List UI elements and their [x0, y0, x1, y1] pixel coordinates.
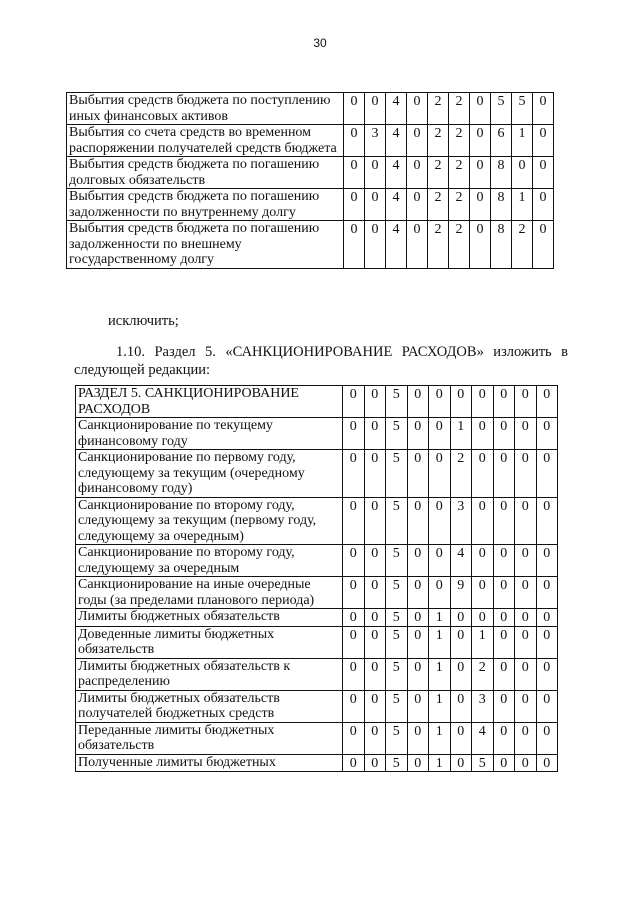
code-digit: 1 [450, 418, 472, 450]
code-digit: 0 [450, 722, 472, 754]
code-digit: 0 [407, 450, 429, 498]
table-row [76, 450, 558, 498]
code-digit: 0 [536, 626, 558, 658]
code-digit: 2 [450, 450, 472, 498]
code-digit: 0 [364, 577, 386, 609]
code-digit: 5 [386, 418, 408, 450]
code-digit: 0 [407, 722, 429, 754]
code-digit: 0 [407, 626, 429, 658]
code-digit: 0 [343, 386, 365, 418]
row-label: Лимиты бюджетных обязательств [76, 609, 343, 627]
code-digit: 0 [407, 157, 428, 189]
code-digit: 0 [493, 497, 515, 545]
code-digit: 0 [429, 545, 451, 577]
code-digit: 0 [470, 93, 491, 125]
code-digit: 0 [515, 386, 537, 418]
code-digit: 1 [472, 626, 494, 658]
code-digit: 5 [386, 450, 408, 498]
clause-paragraph [74, 343, 568, 379]
code-digit: 2 [428, 125, 449, 157]
code-digit: 0 [344, 157, 365, 189]
code-digit: 0 [429, 386, 451, 418]
section5-codes-table [75, 385, 558, 772]
code-digit: 0 [364, 690, 386, 722]
row-label: Лимиты бюджетных обязательств к распределению [76, 658, 343, 690]
code-digit: 0 [536, 386, 558, 418]
code-digit: 3 [472, 690, 494, 722]
code-digit: 0 [493, 418, 515, 450]
code-digit: 4 [386, 125, 407, 157]
code-digit: 8 [491, 221, 512, 269]
code-digit: 1 [429, 722, 451, 754]
code-digit: 0 [429, 497, 451, 545]
code-digit: 1 [429, 658, 451, 690]
code-digit: 0 [536, 418, 558, 450]
code-digit: 5 [386, 722, 408, 754]
table-row [76, 690, 558, 722]
code-digit: 0 [536, 690, 558, 722]
code-digit: 2 [428, 189, 449, 221]
code-digit: 0 [450, 690, 472, 722]
code-digit: 0 [364, 609, 386, 627]
code-digit: 4 [472, 722, 494, 754]
code-digit: 0 [515, 609, 537, 627]
code-digit: 4 [386, 189, 407, 221]
code-digit: 0 [536, 497, 558, 545]
table-row [76, 386, 558, 418]
code-digit: 2 [428, 157, 449, 189]
code-digit: 5 [386, 386, 408, 418]
code-digit: 0 [472, 418, 494, 450]
row-label: Санкционирование по первому году, следующему за текущим (очередному финансовому году) [76, 450, 343, 498]
code-digit: 0 [472, 609, 494, 627]
page-number: 30 [313, 36, 327, 50]
code-digit: 0 [365, 157, 386, 189]
code-digit: 0 [493, 690, 515, 722]
code-digit: 0 [407, 418, 429, 450]
code-digit: 0 [364, 626, 386, 658]
code-digit: 9 [450, 577, 472, 609]
code-digit: 0 [470, 125, 491, 157]
table-row [67, 189, 554, 221]
code-digit: 0 [493, 626, 515, 658]
code-digit: 1 [429, 626, 451, 658]
code-digit: 0 [515, 626, 537, 658]
account-codes-table-excluded [66, 92, 554, 269]
code-digit: 0 [365, 221, 386, 269]
code-digit: 0 [407, 125, 428, 157]
code-digit: 0 [343, 577, 365, 609]
code-digit: 0 [472, 386, 494, 418]
code-digit: 4 [450, 545, 472, 577]
code-digit: 0 [407, 690, 429, 722]
code-digit: 2 [449, 221, 470, 269]
code-digit: 0 [493, 577, 515, 609]
code-digit: 0 [533, 221, 554, 269]
code-digit: 0 [343, 497, 365, 545]
code-digit: 0 [407, 386, 429, 418]
code-digit: 4 [386, 157, 407, 189]
code-digit: 0 [536, 754, 558, 772]
exclude-instruction: исключить; [108, 313, 179, 329]
code-digit: 0 [515, 754, 537, 772]
row-label: Доведенные лимиты бюджетных обязательств [76, 626, 343, 658]
row-label: Санкционирование по второму году, следующему за очередным [76, 545, 343, 577]
code-digit: 0 [515, 722, 537, 754]
code-digit: 8 [491, 189, 512, 221]
code-digit: 1 [512, 125, 533, 157]
code-digit: 0 [470, 221, 491, 269]
row-label: Выбытия средств бюджета по поступлению иных финансовых активов [67, 93, 344, 125]
table-row [67, 221, 554, 269]
code-digit: 0 [472, 497, 494, 545]
code-digit: 1 [429, 754, 451, 772]
code-digit: 0 [512, 157, 533, 189]
table-row [76, 497, 558, 545]
code-digit: 2 [428, 93, 449, 125]
row-label: Выбытия со счета средств во временном распоряжении получателей средств бюджета [67, 125, 344, 157]
code-digit: 0 [364, 450, 386, 498]
table-row [76, 658, 558, 690]
code-digit: 2 [449, 125, 470, 157]
code-digit: 0 [493, 386, 515, 418]
row-label: РАЗДЕЛ 5. САНКЦИОНИРОВАНИЕ РАСХОДОВ [76, 386, 343, 418]
code-digit: 2 [449, 93, 470, 125]
code-digit: 0 [407, 658, 429, 690]
code-digit: 0 [515, 690, 537, 722]
code-digit: 5 [386, 658, 408, 690]
code-digit: 0 [493, 722, 515, 754]
code-digit: 0 [343, 626, 365, 658]
code-digit: 0 [407, 545, 429, 577]
code-digit: 0 [407, 577, 429, 609]
code-digit: 2 [449, 157, 470, 189]
code-digit: 0 [493, 658, 515, 690]
code-digit: 0 [407, 754, 429, 772]
code-digit: 0 [364, 497, 386, 545]
code-digit: 0 [450, 658, 472, 690]
code-digit: 2 [472, 658, 494, 690]
row-label: Полученные лимиты бюджетных [76, 754, 343, 772]
code-digit: 2 [512, 221, 533, 269]
code-digit: 0 [343, 609, 365, 627]
code-digit: 0 [429, 577, 451, 609]
code-digit: 0 [364, 722, 386, 754]
code-digit: 0 [515, 497, 537, 545]
code-digit: 0 [493, 545, 515, 577]
code-digit: 3 [365, 125, 386, 157]
clause-text: 1.10. Раздел 5. «САНКЦИОНИРОВАНИЕ РАСХОДОВ» изложить в следующей редакции: [74, 344, 568, 378]
code-digit: 0 [343, 545, 365, 577]
table-row [76, 418, 558, 450]
code-digit: 0 [343, 754, 365, 772]
code-digit: 1 [429, 609, 451, 627]
code-digit: 0 [450, 386, 472, 418]
code-digit: 0 [407, 497, 429, 545]
code-digit: 0 [472, 577, 494, 609]
code-digit: 0 [407, 609, 429, 627]
code-digit: 0 [536, 545, 558, 577]
code-digit: 5 [386, 545, 408, 577]
code-digit: 0 [429, 418, 451, 450]
code-digit: 0 [493, 450, 515, 498]
code-digit: 0 [344, 221, 365, 269]
table-row [67, 157, 554, 189]
code-digit: 5 [472, 754, 494, 772]
code-digit: 0 [364, 418, 386, 450]
code-digit: 0 [470, 189, 491, 221]
code-digit: 5 [386, 754, 408, 772]
code-digit: 0 [407, 93, 428, 125]
row-label: Санкционирование на иные очередные годы (за пределами планового периода) [76, 577, 343, 609]
row-label: Санкционирование по текущему финансовому году [76, 418, 343, 450]
code-digit: 5 [386, 626, 408, 658]
code-digit: 0 [536, 577, 558, 609]
code-digit: 0 [343, 658, 365, 690]
code-digit: 0 [472, 450, 494, 498]
code-digit: 0 [344, 189, 365, 221]
code-digit: 5 [386, 577, 408, 609]
code-digit: 0 [533, 93, 554, 125]
code-digit: 0 [533, 157, 554, 189]
row-label: Лимиты бюджетных обязательств получателей бюджетных средств [76, 690, 343, 722]
code-digit: 5 [386, 690, 408, 722]
code-digit: 0 [515, 658, 537, 690]
code-digit: 0 [515, 450, 537, 498]
code-digit: 0 [344, 125, 365, 157]
code-digit: 0 [493, 754, 515, 772]
code-digit: 1 [512, 189, 533, 221]
code-digit: 0 [450, 754, 472, 772]
code-digit: 0 [429, 450, 451, 498]
code-digit: 0 [533, 189, 554, 221]
row-label: Выбытия средств бюджета по погашению долговых обязательств [67, 157, 344, 189]
row-label: Выбытия средств бюджета по погашению задолженности по внутреннему долгу [67, 189, 344, 221]
code-digit: 3 [450, 497, 472, 545]
code-digit: 0 [536, 722, 558, 754]
code-digit: 5 [386, 497, 408, 545]
code-digit: 0 [364, 545, 386, 577]
code-digit: 0 [407, 221, 428, 269]
code-digit: 0 [344, 93, 365, 125]
code-digit: 0 [450, 626, 472, 658]
code-digit: 0 [364, 386, 386, 418]
code-digit: 0 [343, 450, 365, 498]
code-digit: 8 [491, 157, 512, 189]
code-digit: 2 [428, 221, 449, 269]
code-digit: 4 [386, 221, 407, 269]
code-digit: 0 [364, 658, 386, 690]
code-digit: 0 [536, 450, 558, 498]
code-digit: 6 [491, 125, 512, 157]
code-digit: 0 [407, 189, 428, 221]
code-digit: 0 [450, 609, 472, 627]
code-digit: 0 [472, 545, 494, 577]
row-label: Переданные лимиты бюджетных обязательств [76, 722, 343, 754]
table-row [67, 125, 554, 157]
code-digit: 5 [386, 609, 408, 627]
code-digit: 0 [515, 418, 537, 450]
code-digit: 0 [493, 609, 515, 627]
code-digit: 4 [386, 93, 407, 125]
code-digit: 2 [449, 189, 470, 221]
code-digit: 0 [365, 189, 386, 221]
code-digit: 5 [512, 93, 533, 125]
code-digit: 5 [491, 93, 512, 125]
row-label: Выбытия средств бюджета по погашению задолженности по внешнему государственному долгу [67, 221, 344, 269]
table-row [76, 754, 558, 772]
code-digit: 0 [364, 754, 386, 772]
row-label: Санкционирование по второму году, следующему за текущим (первому году, следующему за очередным) [76, 497, 343, 545]
table-row [76, 545, 558, 577]
table-row [76, 609, 558, 627]
code-digit: 0 [343, 690, 365, 722]
code-digit: 0 [343, 418, 365, 450]
table-row [76, 626, 558, 658]
table-row [76, 722, 558, 754]
code-digit: 0 [536, 658, 558, 690]
table-row [67, 93, 554, 125]
code-digit: 0 [515, 577, 537, 609]
code-digit: 0 [536, 609, 558, 627]
code-digit: 0 [365, 93, 386, 125]
code-digit: 0 [343, 722, 365, 754]
code-digit: 1 [429, 690, 451, 722]
code-digit: 0 [533, 125, 554, 157]
code-digit: 0 [470, 157, 491, 189]
code-digit: 0 [515, 545, 537, 577]
table-row [76, 577, 558, 609]
